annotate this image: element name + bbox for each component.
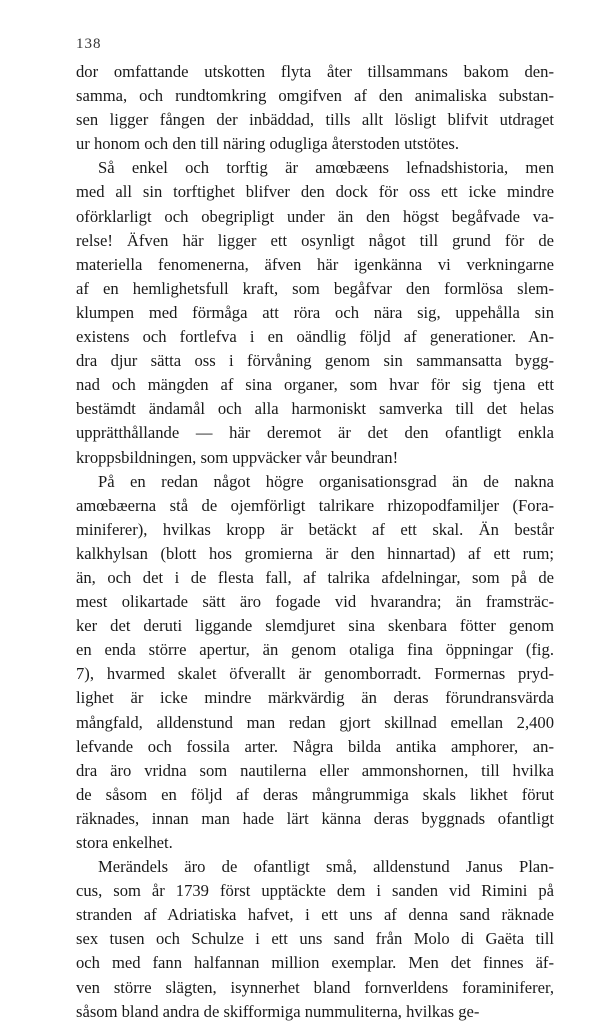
text-line: existens och fortlefva i en oändlig följd af generationer. An- (76, 327, 554, 347)
text-line: af en hemlighetsfull kraft, som begåfvar den formlösa slem- (76, 278, 554, 298)
text-line: upprätthållande — här deremot är det den ofantligt enkla (76, 423, 554, 443)
text-line: ur honom och den till näring odugliga återstoden utstötes. (76, 134, 459, 154)
paragraph (76, 470, 554, 856)
text-line: På en redan något högre organisationsgrad än de nakna (98, 471, 554, 491)
text-line: dor omfattande utskotten flyta åter tillsammans bakom den- (76, 62, 554, 81)
text-line: en enda större apertur, än genom otaliga fina öppningar (fig. (76, 640, 554, 660)
text-line: och med fann halfannan million exemplar. Men det finnes äf- (76, 953, 554, 973)
text-line: nad och mängden af sina organer, som hvar för sig tjena ett (76, 375, 554, 395)
text-line: ven större slägten, isynnerhet bland fornverldens foraminiferer, (76, 977, 554, 997)
text-line: ker det deruti liggande slemdjuret sina skenbara fötter genom (76, 616, 554, 636)
text-line: klumpen med förmåga att röra och nära sig, uppehålla sin (76, 302, 554, 322)
text-line: kalkhylsan (blott hos gromierna är den hinnartad) af ett rum; (76, 543, 554, 563)
text-line: relse! Äfven här ligger ett osynligt något till grund för de (76, 230, 554, 250)
paragraph (76, 855, 554, 1024)
text-line: än, och det i de flesta fall, af talrika afdelningar, som på de (76, 567, 554, 587)
text-line: amœbæerna stå de ojemförligt talrikare rhizopodfamiljer (Fora- (76, 495, 554, 515)
text-line: dra äro vridna som nautilerna eller ammonshornen, till hvilka (76, 760, 554, 780)
text-line: kroppsbildningen, som uppväcker vår beundran! (76, 447, 399, 467)
text-line: cus, som år 1739 först upptäckte dem i sanden vid Rimini på (76, 881, 554, 901)
text-line: Merändels äro de ofantligt små, alldenstund Janus Plan- (98, 857, 554, 877)
text-line: 7), hvarmed skalet öfverallt är genomborradt. Formernas pryd- (76, 664, 554, 684)
text-line: samma, och rundtomkring omgifven af den animaliska substan- (76, 86, 554, 106)
text-line: stora enkelhet. (76, 833, 173, 852)
text-line: oförklarligt och obegripligt under än den högst begåfvade va- (76, 206, 554, 226)
text-line: med all sin torftighet blifver den dock för oss ett icke mindre (76, 182, 554, 202)
text-line: mångfald, alldenstund man redan gjort skillnad emellan 2,400 (76, 712, 554, 732)
text-line: lefvande och fossila arter. Några bilda antika amphorer, an- (76, 736, 554, 756)
body-text (76, 60, 554, 1024)
paragraph (76, 156, 554, 469)
text-line: Så enkel och torftig är amœbæens lefnadshistoria, men (98, 158, 554, 178)
text-line: mest olikartade sätt äro fogade vid hvarandra; än framsträc- (76, 592, 554, 612)
text-line: bestämdt ändamål och alla harmoniskt samverka till det helas (76, 399, 554, 419)
text-line: materiella fenomenerna, äfven här igenkänna vi verkningarne (76, 254, 554, 274)
text-line: lighet är icke mindre märkvärdig än deras förundransvärda (76, 688, 554, 708)
text-line: sen ligger fången der inbäddad, tills allt lösligt blifvit utdraget (76, 110, 554, 130)
book-page (76, 36, 554, 1024)
text-line: räknades, innan man hade lärt känna deras byggnads ofantligt (76, 808, 554, 828)
text-line: såsom bland andra de skifformiga nummuliterna, hvilkas ge- (76, 1001, 480, 1021)
text-line: de såsom en följd af deras mångrummiga skals likhet förut (76, 784, 554, 804)
page-number: 138 (76, 36, 102, 52)
text-line: stranden af Adriatiska hafvet, i ett uns af denna sand räknade (76, 905, 554, 925)
text-line: dra djur sätta oss i förvåning genom sin sammansatta bygg- (76, 351, 554, 371)
text-line: miniferer), hvilkas kropp är betäckt af ett skal. Än består (76, 519, 554, 539)
text-line: sex tusen och Schulze i ett uns sand från Molo di Gaëta till (76, 929, 554, 949)
paragraph (76, 60, 554, 156)
